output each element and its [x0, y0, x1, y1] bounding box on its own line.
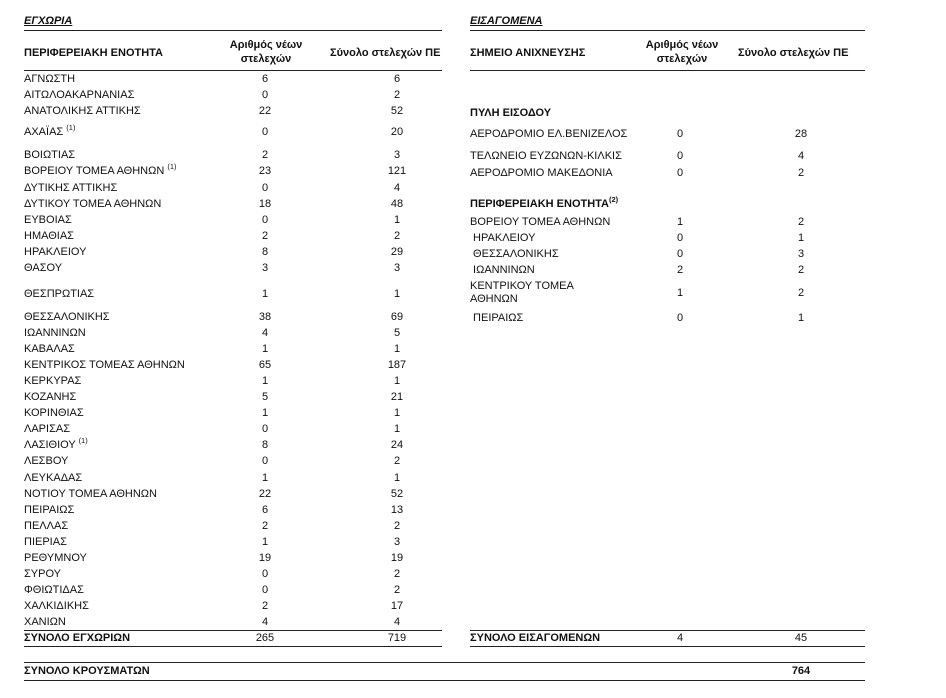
region-row-new: 1	[676, 216, 684, 228]
region-row-name: ΘΕΣΣΑΛΟΝΙΚΗΣ	[470, 248, 559, 260]
left-row-name	[24, 391, 76, 404]
left-row-new: 6	[261, 73, 269, 85]
left-row-name-text: ΧΑΝΙΩΝ	[24, 616, 66, 628]
left-row-new: 0	[261, 568, 269, 580]
left-row-name-text: ΚΕΝΤΡΙΚΟΣ ΤΟΜΕΑΣ ΑΘΗΝΩΝ	[24, 359, 185, 371]
left-total-total: 719	[387, 632, 407, 644]
entry-row-total: 2	[797, 167, 805, 179]
left-row-total: 29	[390, 246, 404, 258]
left-row-name	[24, 600, 89, 613]
left-row-total: 21	[390, 391, 404, 403]
left-row-name-text: ΚΟΖΑΝΗΣ	[24, 391, 77, 403]
left-row-new: 0	[261, 182, 269, 194]
left-row-name-text: ΕΥΒΟΙΑΣ	[24, 214, 72, 226]
left-row-total: 2	[393, 584, 401, 596]
region-row-total: 3	[797, 248, 805, 260]
left-row-name-text: ΗΜΑΘΙΑΣ	[24, 230, 74, 242]
right-region-footnote: (2)	[609, 195, 619, 204]
left-row-total: 24	[390, 439, 404, 451]
right-total-top-rule	[470, 630, 865, 631]
left-row-new: 22	[258, 105, 272, 117]
left-row-name	[24, 105, 141, 118]
entry-row-name: ΑΕΡΟΔΡΟΜΙΟ ΜΑΚΕΔΟΝΙΑ	[470, 167, 613, 179]
region-row-name: ΒΟΡΕΙΟΥ ΤΟΜΕΑ ΑΘΗΝΩΝ	[470, 216, 611, 228]
right-col-header-total: Σύνολο στελεχών ΠΕ	[738, 47, 849, 59]
left-row-name	[24, 472, 82, 485]
left-header-bottom-rule	[24, 70, 442, 71]
left-row-total: 2	[393, 520, 401, 532]
left-row-total: 1	[393, 472, 401, 484]
left-row-name-text: ΠΙΕΡΙΑΣ	[24, 536, 67, 548]
left-row-total: 1	[393, 288, 401, 300]
entry-row-name: ΑΕΡΟΔΡΟΜΙΟ ΕΛ.ΒΕΝΙΖΕΛΟΣ	[470, 128, 628, 140]
left-total-bottom-rule	[24, 646, 442, 647]
right-region-title	[470, 195, 619, 211]
left-row-name	[24, 520, 68, 533]
left-row-new: 2	[261, 600, 269, 612]
left-row-name	[24, 359, 185, 372]
left-row-new: 0	[261, 89, 269, 101]
left-row-name-text: ΒΟΡΕΙΟΥ ΤΟΜΕΑ ΑΘΗΝΩΝ	[24, 165, 165, 177]
left-total-label: ΣΥΝΟΛΟ ΕΓΧΩΡΙΩΝ	[24, 632, 131, 644]
left-row-name-text: ΛΑΡΙΣΑΣ	[24, 423, 71, 435]
left-row-new: 1	[261, 288, 269, 300]
left-row-new: 2	[261, 230, 269, 242]
left-row-name-text: ΦΘΙΩΤΙΔΑΣ	[24, 584, 84, 596]
left-row-name-text: ΚΕΡΚΥΡΑΣ	[24, 375, 82, 387]
left-col-header-total: Σύνολο στελεχών ΠΕ	[330, 47, 441, 59]
region-row-name: ΠΕΙΡΑΙΩΣ	[470, 312, 524, 324]
left-col-header-new	[218, 38, 314, 66]
entry-row-new: 0	[676, 150, 684, 162]
left-row-name-text: ΠΕΛΛΑΣ	[24, 520, 69, 532]
left-row-name-text: ΔΥΤΙΚΟΥ ΤΟΜΕΑ ΑΘΗΝΩΝ	[24, 198, 162, 210]
region-row-new: 0	[676, 248, 684, 260]
region-row-name: ΗΡΑΚΛΕΙΟΥ	[470, 232, 536, 244]
left-row-footnote: (1)	[167, 162, 177, 171]
left-row-name-text: ΙΩΑΝΝΙΝΩΝ	[24, 327, 86, 339]
left-row-name-text: ΠΕΙΡΑΙΩΣ	[24, 504, 75, 516]
left-row-new: 3	[261, 262, 269, 274]
region-row-total: 2	[797, 287, 805, 299]
region-row-new: 1	[676, 287, 684, 299]
region-row-total: 2	[797, 264, 805, 276]
left-row-name	[24, 504, 74, 517]
left-header-top-rule	[24, 30, 442, 31]
left-row-name-text: ΛΕΥΚΑΔΑΣ	[24, 472, 83, 484]
left-row-name	[24, 198, 161, 211]
left-row-new: 65	[258, 359, 272, 371]
left-row-name-text: ΚΑΒΑΛΑΣ	[24, 343, 75, 355]
left-row-name	[24, 162, 177, 178]
right-col-header-point: ΣΗΜΕΙΟ ΑΝΙΧΝΕΥΣΗΣ	[470, 47, 586, 59]
left-row-new: 0	[261, 126, 269, 138]
left-row-total: 13	[390, 504, 404, 516]
region-row-new: 0	[676, 232, 684, 244]
left-row-total: 17	[390, 600, 404, 612]
left-row-total: 48	[390, 198, 404, 210]
left-row-total: 1	[393, 423, 401, 435]
left-row-name	[24, 311, 110, 324]
left-row-name	[24, 123, 76, 139]
left-row-name-text: ΔΥΤΙΚΗΣ ΑΤΤΙΚΗΣ	[24, 182, 118, 194]
left-row-name	[24, 375, 81, 388]
region-row-new: 2	[676, 264, 684, 276]
left-row-total: 2	[393, 568, 401, 580]
entry-row-new: 0	[676, 167, 684, 179]
left-row-name	[24, 246, 86, 259]
left-row-new: 22	[258, 488, 272, 500]
left-row-total: 52	[390, 488, 404, 500]
left-row-new: 8	[261, 246, 269, 258]
left-row-footnote: (1)	[78, 436, 88, 445]
left-row-name-text: ΘΕΣΠΡΩΤΙΑΣ	[24, 288, 95, 300]
left-row-new: 2	[261, 149, 269, 161]
left-row-name-text: ΚΟΡΙΝΘΙΑΣ	[24, 407, 84, 419]
left-row-name-text: ΑΝΑΤΟΛΙΚΗΣ ΑΤΤΙΚΗΣ	[24, 105, 141, 117]
left-col-header-new-line1: Αριθμός νέων	[229, 39, 303, 51]
left-row-name	[24, 89, 134, 102]
left-row-new: 0	[261, 423, 269, 435]
left-row-name	[24, 552, 87, 565]
grand-total-bottom-rule	[24, 680, 865, 681]
left-row-name-text: ΑΙΤΩΛΟΑΚΑΡΝΑΝΙΑΣ	[24, 89, 135, 101]
left-row-name-text: ΒΟΙΩΤΙΑΣ	[24, 149, 76, 161]
left-row-new: 4	[261, 327, 269, 339]
grand-total-value: 764	[791, 665, 811, 677]
left-row-total: 4	[393, 616, 401, 628]
left-row-total: 3	[393, 262, 401, 274]
left-section-title: ΕΓΧΩΡΙΑ	[24, 15, 73, 27]
left-row-name	[24, 455, 68, 468]
left-row-new: 0	[261, 455, 269, 467]
left-row-new: 1	[261, 407, 269, 419]
entry-row-new: 0	[676, 128, 684, 140]
left-row-total: 1	[393, 375, 401, 387]
left-row-name	[24, 327, 86, 340]
left-row-name-text: ΛΕΣΒΟΥ	[24, 455, 69, 467]
region-row-total: 1	[797, 232, 805, 244]
right-header-bottom-rule	[470, 70, 865, 71]
left-row-new: 8	[261, 439, 269, 451]
left-row-total: 6	[393, 73, 401, 85]
left-row-total: 52	[390, 105, 404, 117]
left-row-name-text: ΡΕΘΥΜΝΟΥ	[24, 552, 87, 564]
right-total-label: ΣΥΝΟΛΟ ΕΙΣΑΓΟΜΕΝΩΝ	[470, 632, 601, 644]
left-row-new: 0	[261, 584, 269, 596]
left-row-new: 1	[261, 375, 269, 387]
grand-total-label: ΣΥΝΟΛΟ ΚΡΟΥΣΜΑΤΩΝ	[24, 665, 150, 677]
left-row-total: 3	[393, 149, 401, 161]
left-row-total: 1	[393, 343, 401, 355]
left-row-total: 1	[393, 407, 401, 419]
left-row-total: 69	[390, 311, 404, 323]
left-row-total: 5	[393, 327, 401, 339]
region-row-name-line2: ΑΘΗΝΩΝ	[470, 293, 518, 305]
left-row-name	[24, 407, 84, 420]
region-row-total: 2	[797, 216, 805, 228]
right-col-header-new-line1: Αριθμός νέων	[645, 39, 719, 51]
left-row-name	[24, 214, 72, 227]
right-total-total: 45	[794, 632, 808, 644]
left-row-name-text: ΘΑΣΟΥ	[24, 262, 63, 274]
left-row-name	[24, 149, 75, 162]
left-row-new: 18	[258, 198, 272, 210]
left-row-new: 5	[261, 391, 269, 403]
left-row-name-text: ΣΥΡΟΥ	[24, 568, 62, 580]
left-row-new: 0	[261, 214, 269, 226]
left-col-header-new-line2: στελεχών	[240, 53, 292, 65]
left-row-new: 38	[258, 311, 272, 323]
left-row-total: 19	[390, 552, 404, 564]
left-row-total: 1	[393, 214, 401, 226]
region-row-name: ΙΩΑΝΝΙΝΩΝ	[470, 264, 535, 276]
left-row-new: 1	[261, 472, 269, 484]
left-row-total: 4	[393, 182, 401, 194]
left-row-name-text: ΑΧΑΪΑΣ	[24, 126, 64, 138]
left-row-new: 1	[261, 343, 269, 355]
left-row-new: 23	[258, 165, 272, 177]
left-row-total: 187	[387, 359, 407, 371]
left-row-name	[24, 73, 75, 86]
left-row-name-text: ΘΕΣΣΑΛΟΝΙΚΗΣ	[24, 311, 110, 323]
grand-total-top-rule	[24, 662, 865, 663]
left-row-name-text: ΛΑΣΙΘΙΟΥ	[24, 439, 76, 451]
right-total-bottom-rule	[470, 646, 865, 647]
left-row-total: 2	[393, 455, 401, 467]
left-row-name-text: ΑΓΝΩΣΤΗ	[24, 73, 76, 85]
left-row-name	[24, 288, 94, 301]
left-total-new: 265	[255, 632, 275, 644]
right-total-new: 4	[676, 632, 684, 644]
left-total-top-rule	[24, 630, 442, 631]
left-row-name	[24, 343, 75, 356]
left-row-total: 121	[387, 165, 407, 177]
left-col-header-region: ΠΕΡΙΦΕΡΕΙΑΚΗ ΕΝΟΤΗΤΑ	[24, 47, 164, 59]
left-row-name-text: ΝΟΤΙΟΥ ΤΟΜΕΑ ΑΘΗΝΩΝ	[24, 488, 157, 500]
entry-row-name: ΤΕΛΩΝΕΙΟ ΕΥΖΩΝΩΝ-ΚΙΛΚΙΣ	[470, 150, 622, 162]
left-row-name-text: ΧΑΛΚΙΔΙΚΗΣ	[24, 600, 89, 612]
region-row-new: 0	[676, 312, 684, 324]
left-row-footnote: (1)	[66, 123, 76, 132]
left-row-name-text: ΗΡΑΚΛΕΙΟΥ	[24, 246, 87, 258]
entry-row-total: 4	[797, 150, 805, 162]
left-row-name	[24, 568, 61, 581]
left-row-new: 19	[258, 552, 272, 564]
left-row-new: 4	[261, 616, 269, 628]
left-row-name	[24, 182, 117, 195]
left-row-name	[24, 584, 84, 597]
left-row-name	[24, 488, 157, 501]
right-section-title: ΕΙΣΑΓΟΜΕΝΑ	[470, 15, 543, 27]
entry-gate-title: ΠΥΛΗ ΕΙΣΟΔΟΥ	[470, 107, 552, 119]
right-col-header-new-line2: στελεχών	[656, 53, 708, 65]
left-row-total: 2	[393, 89, 401, 101]
left-row-name	[24, 536, 67, 549]
left-row-total: 3	[393, 536, 401, 548]
left-row-name	[24, 230, 74, 243]
region-row-name: ΚΕΝΤΡΙΚΟΥ ΤΟΜΕΑ	[470, 280, 574, 292]
left-row-new: 1	[261, 536, 269, 548]
entry-row-total: 28	[794, 128, 808, 140]
left-row-total: 2	[393, 230, 401, 242]
left-row-new: 2	[261, 520, 269, 532]
left-row-name	[24, 423, 70, 436]
left-row-new: 6	[261, 504, 269, 516]
right-col-header-new	[634, 38, 730, 66]
region-row-total: 1	[797, 312, 805, 324]
right-header-top-rule	[470, 30, 865, 31]
right-region-title-text: ΠΕΡΙΦΕΡΕΙΑΚΗ ΕΝΟΤΗΤΑ	[470, 198, 610, 210]
left-row-name	[24, 436, 88, 452]
left-row-name	[24, 616, 66, 629]
left-row-total: 20	[390, 126, 404, 138]
left-row-name	[24, 262, 62, 275]
